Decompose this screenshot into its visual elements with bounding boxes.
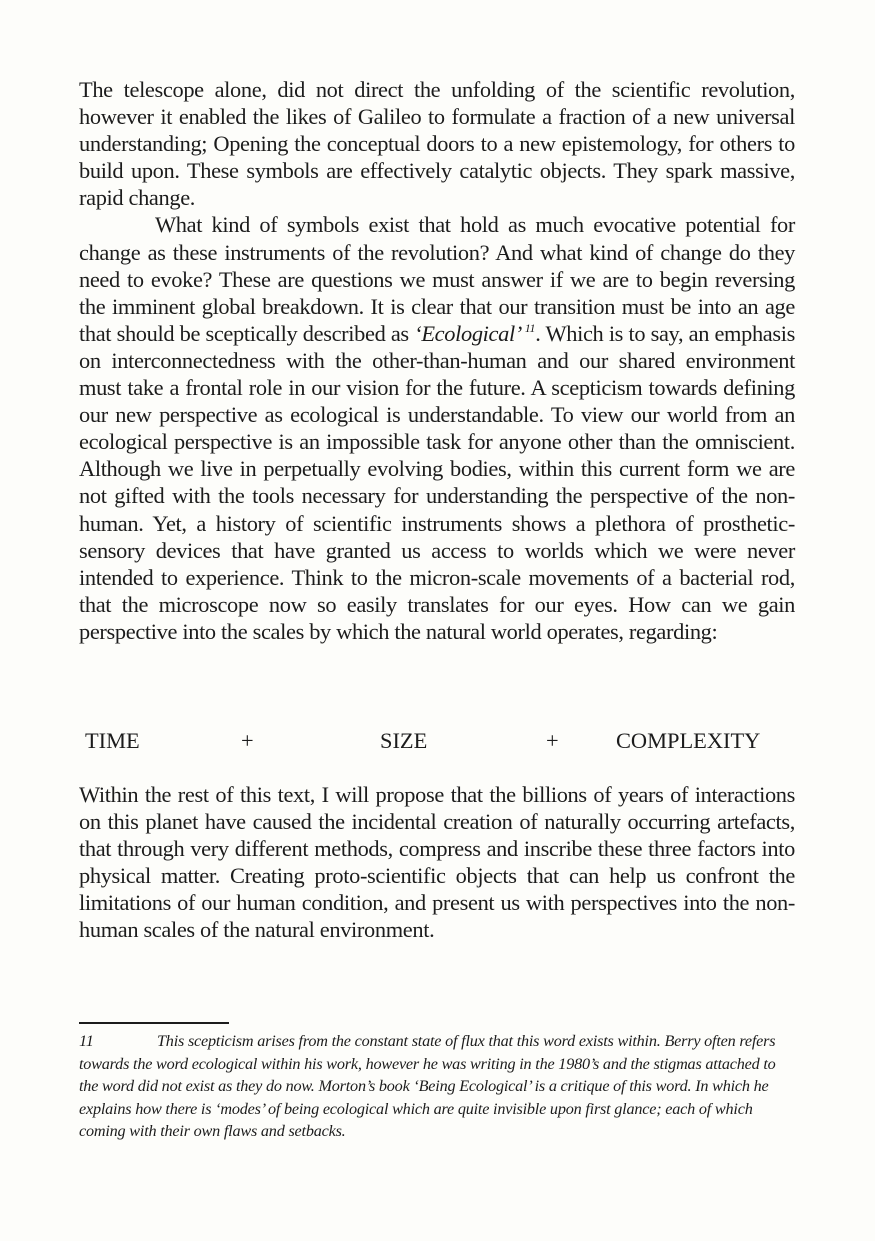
footnote-text: This scepticism arises from the constant state of flux that this word exists within. Berry often refers towards the word ecological within his work, however he was writing in the 1980’s and the stigmas attached to the word did not exist as they do now. Morton’s book ‘Being Ecological’ is a critique of this word. In which he explains how there is ‘modes’ of being ecological which are quite invisible upon first glance; each of which coming with their own flaws and setbacks.: [79, 1032, 776, 1141]
footnote-number: 11: [79, 1032, 94, 1050]
equation-term-complexity: COMPLEXITY: [616, 728, 761, 753]
footnote-entry: [79, 1030, 795, 1143]
paragraph-symbols-start: What kind of symbols exist that hold as much evocative potential for change as these instruments of the revolution? And what kind of change do they need to evoke? These are questions we must answer if we are to begin reversing the imminent global breakdown. It is clear that our transition must be into an age that should be sceptically described as: [79, 212, 795, 346]
footnote-reference[interactable]: 11: [524, 320, 536, 335]
equation-plus-2: +: [546, 728, 559, 753]
ecological-term: ‘Ecological’: [414, 320, 522, 346]
paragraph-symbols-end: . Which is to say, an emphasis on interconnectedness with the other-than-human and our shared environment must take a frontal role in our vision for the future. A scepticism towards defining our new perspective as ecological is understandable. To view our world from an ecological perspective is an impossible task for anyone other than the omniscient. Although we live in perpetually evolving bodies, within this current form we are not gifted with the tools necessary for understanding the perspective of the non-human. Yet, a history of scientific instruments shows a plethora of prosthetic-sensory devices that have granted us access to worlds which we were never intended to experience. Think to the micron-scale movements of a bacterial rod, that the microscope now so easily translates for our eyes. How can we gain perspective into the scales by which the natural world operates, regarding:: [79, 320, 795, 644]
footnote: [79, 1030, 795, 1143]
paragraph-telescope: The telescope alone, did not direct the unfolding of the scientific revolution, however it enabled the likes of Galileo to formulate a fraction of a new universal understanding; Opening the conceptual doors to a new epistemology, for others to build upon. These symbols are effectively catalytic objects. They spark massive, rapid change.: [79, 77, 795, 211]
main-body-text: [79, 76, 795, 645]
equation-term-time: TIME: [85, 728, 140, 753]
equation-term-size: SIZE: [380, 728, 428, 753]
paragraph-symbols: [79, 211, 795, 645]
paragraph-proposal: Within the rest of this text, I will propose that the billions of years of interactions on this planet have caused the incidental creation of naturally occurring artefacts, that through very different methods, compress and inscribe these three factors into physical matter. Creating proto-scientific objects that can help us confront the limitations of our human condition, and present us with perspectives into the non-human scales of the natural environment.: [79, 782, 795, 943]
equation-plus-1: +: [241, 728, 254, 753]
footnote-separator: [79, 1022, 229, 1024]
closing-paragraph-block: [79, 781, 795, 944]
